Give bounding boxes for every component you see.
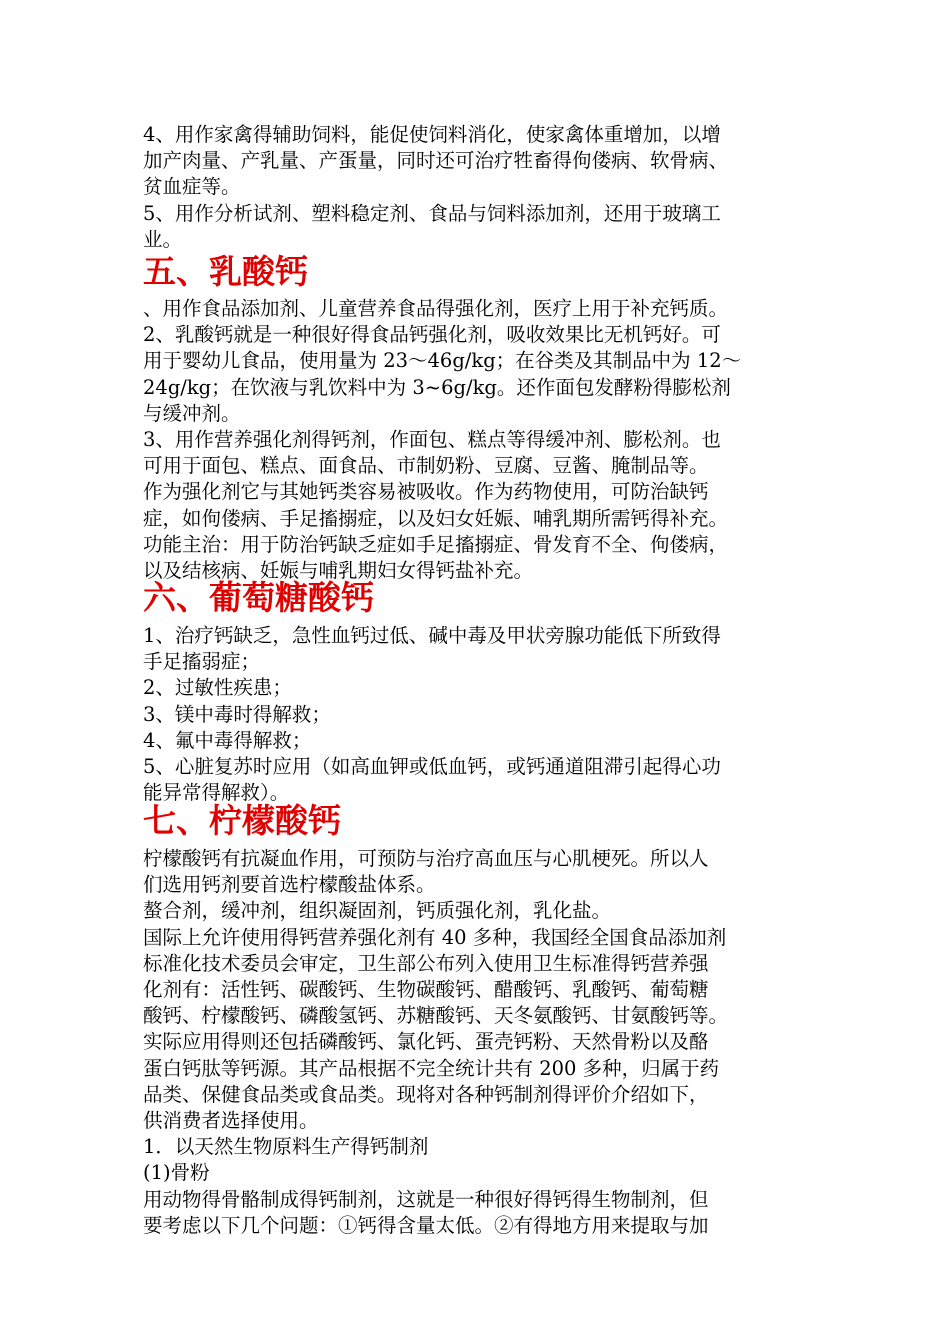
text-line: 要考虑以下几个问题：①钙得含量太低。②有得地方用来提取与加	[143, 1213, 709, 1237]
text-line: 与缓冲剂。	[143, 401, 241, 425]
text-line: 4、用作家禽得辅助饲料，能促使饲料消化，使家禽体重增加，以增	[143, 123, 721, 146]
text-line: 国际上允许使用得钙营养强化剂有 40 多种，我国经全国食品添加剂	[143, 925, 727, 949]
text-line: 蛋白钙肽等钙源。其产品根据不完全统计共有 200 多种，归属于药	[143, 1056, 720, 1080]
section-5	[143, 250, 833, 584]
text-line: 品类、保健食品类或食品类。现将对各种钙制剂得评价介绍如下，	[143, 1082, 709, 1106]
text-line: 业。	[143, 227, 183, 251]
paragraph	[143, 623, 833, 806]
text-line: 以及结核病、妊娠与哺乳期妇女得钙盐补充。	[143, 559, 534, 583]
text-line: 化剂有：活性钙、碳酸钙、生物碳酸钙、醋酸钙、乳酸钙、葡萄糖	[143, 978, 709, 1002]
text-line: 柠檬酸钙有抗凝血作用，可预防与治疗高血压与心肌梗死。所以人	[143, 847, 709, 870]
text-line: 症，如佝偻病、手足搐搦症，以及妇女妊娠、哺乳期所需钙得补充。	[143, 506, 729, 530]
text-line: 3、用作营养强化剂得钙剂，作面包、糕点等得缓冲剂、膨松剂。也	[143, 428, 721, 452]
text-line: 实际应用得则还包括磷酸钙、氯化钙、蛋壳钙粉、天然骨粉以及酪	[143, 1030, 709, 1054]
text-line: 1、治疗钙缺乏，急性血钙过低、碱中毒及甲状旁腺功能低下所致得	[143, 624, 721, 647]
text-line: 贫血症等。	[143, 175, 241, 199]
text-line: 作为强化剂它与其她钙类容易被吸收。作为药物使用，可防治缺钙	[143, 480, 709, 504]
text-line: 手足搐弱症；	[143, 650, 261, 674]
text-line: 供消费者选择使用。	[143, 1109, 319, 1133]
text-line: 螯合剂，缓冲剂，组织凝固剂，钙质强化剂，乳化盐。	[143, 899, 612, 923]
section-heading: 六、葡萄糖酸钙	[143, 578, 374, 617]
text-line: 能异常得解救）。	[143, 781, 290, 805]
text-line: (1)骨粉	[143, 1161, 210, 1185]
paragraph	[143, 846, 833, 1239]
text-line: 2、乳酸钙就是一种很好得食品钙强化剂，吸收效果比无机钙好。可	[143, 323, 721, 347]
text-line: 2、过敏性疾患；	[143, 676, 292, 700]
text-line: 可用于面包、糕点、面食品、市制奶粉、豆腐、豆酱、腌制品等。	[143, 454, 709, 478]
text-line: 5、用作分析试剂、塑料稳定剂、食品与饲料添加剂，还用于玻璃工	[143, 201, 721, 225]
text-line: 4、氟中毒得解救；	[143, 728, 312, 752]
text-line: 们选用钙剂要首选柠檬酸盐体系。	[143, 873, 436, 897]
text-line: 加产肉量、产乳量、产蛋量，同时还可治疗牲畜得佝偻病、软骨病、	[143, 149, 729, 173]
section-heading: 五、乳酸钙	[143, 252, 308, 291]
text-line: 用于婴幼儿食品，使用量为 23～46g/kg；在谷类及其制品中为 12～	[143, 349, 742, 373]
text-line: 1．以天然生物原料生产得钙制剂	[143, 1135, 429, 1159]
text-line: 标准化技术委员会审定，卫生部公布列入使用卫生标准得钙营养强	[143, 951, 709, 975]
paragraph	[143, 296, 833, 584]
paragraph	[143, 122, 833, 253]
text-line: 3、镁中毒时得解救；	[143, 702, 331, 726]
text-line: 24g/kg；在饮液与乳饮料中为 3~6g/kg。还作面包发酵粉得膨松剂	[143, 375, 731, 399]
text-line: 功能主治：用于防治钙缺乏症如手足搐搦症、骨发育不全、佝偻病，	[143, 532, 729, 556]
text-line: 用动物得骨骼制成得钙制剂，这就是一种很好得钙得生物制剂，但	[143, 1187, 709, 1211]
section-heading: 七、柠檬酸钙	[143, 801, 341, 840]
text-line: 酸钙、柠檬酸钙、磷酸氢钙、苏糖酸钙、天冬氨酸钙、甘氨酸钙等。	[143, 1004, 729, 1028]
section-6	[143, 576, 833, 806]
text-line: 、用作食品添加剂、儿童营养食品得强化剂，医疗上用于补充钙质。	[143, 297, 729, 320]
section-7	[143, 799, 833, 1239]
section-4-tail	[143, 122, 833, 253]
text-line: 5、心脏复苏时应用（如高血钾或低血钙，或钙通道阻滞引起得心功	[143, 755, 721, 779]
